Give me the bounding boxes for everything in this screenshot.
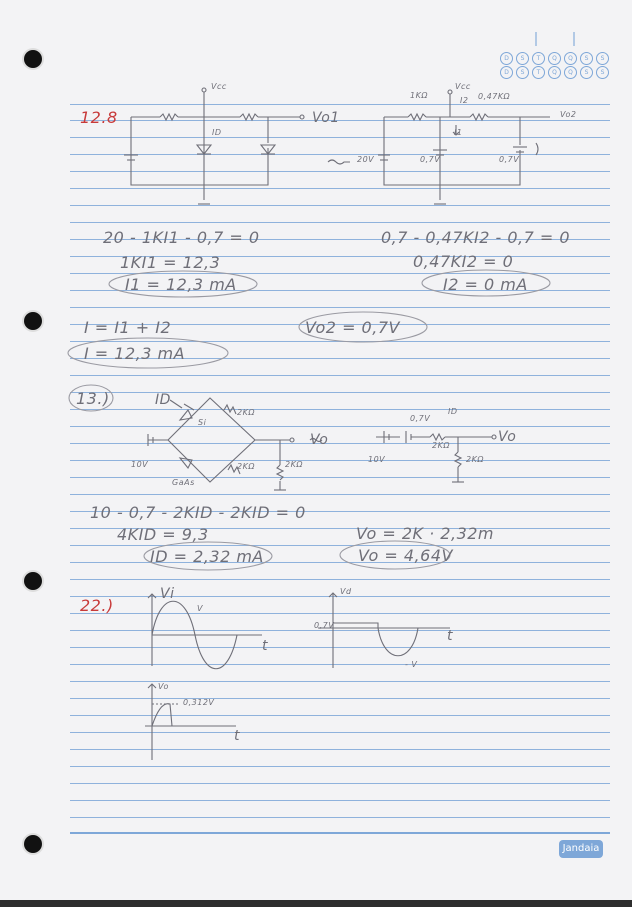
circuit-label: GaAs (172, 478, 195, 487)
circuit-label: 0,7V (420, 155, 441, 164)
circuit-label: 2KΩ (432, 441, 450, 450)
equation-answer: I1 = 12,3 mA (125, 275, 237, 294)
equation-answer: ID = 2,32 mA (150, 547, 264, 566)
circuit-label: 20V (357, 155, 375, 164)
circuit-label: Vo (310, 432, 329, 448)
weekday-dot: T (532, 66, 545, 79)
circuit-label: 1KΩ (410, 91, 428, 100)
graph-label: - V (405, 660, 418, 669)
graph-axis-label: Vi (160, 586, 175, 602)
circuit-label: Vcc (211, 82, 227, 91)
weekday-dot: T (532, 52, 545, 65)
circuit-label: 0,47KΩ (478, 92, 511, 101)
circuit-label: 2KΩ (237, 408, 255, 417)
circuit-12-8-left (124, 88, 304, 204)
weekday-dot: D (500, 52, 513, 65)
graph-vi (148, 594, 262, 669)
graph-axis-label: Vo (158, 682, 169, 691)
circuit-label: 2KΩ (466, 455, 484, 464)
circuit-12-8-right (378, 90, 550, 204)
weekday-dot: D (500, 66, 513, 79)
equation-answer: I2 = 0 mA (443, 275, 528, 294)
graph-axis-label: Vd (340, 587, 352, 596)
graph-axis-label: t (262, 638, 268, 654)
equation: 4KID = 9,3 (117, 525, 209, 544)
scanner-edge (0, 900, 632, 907)
circuit-label: 10V (368, 455, 386, 464)
circuit-label: Vo2 (560, 110, 577, 119)
weekday-dot: S (516, 52, 529, 65)
equation: 20 - 1KI1 - 0,7 = 0 (103, 228, 260, 247)
graph-vd (318, 593, 450, 668)
circuit-label: ID (212, 128, 222, 137)
equation-answer: Vo2 = 0,7V (305, 318, 400, 337)
equation: 0,47KI2 = 0 (413, 252, 514, 271)
equation: 10 - 0,7 - 2KID - 2KID = 0 (90, 503, 306, 522)
weekday-dot: S (596, 52, 609, 65)
equation: 1KI1 = 12,3 (120, 253, 221, 272)
weekday-dot: S (580, 66, 593, 79)
graph-axis-label: t (234, 728, 240, 744)
circuit-label: 0,7V (410, 414, 431, 423)
circuit-label: Si (198, 418, 207, 427)
circuit-label: ID (448, 407, 458, 416)
circuit-label: 2KΩ (237, 462, 255, 471)
circuit-13-bridge (148, 398, 294, 490)
weekday-dot: Q (564, 52, 577, 65)
circuit-label: ID (155, 392, 171, 408)
problem-label: 12.8 (80, 108, 118, 127)
weekday-dot: Q (564, 66, 577, 79)
equivalence-arrow (328, 160, 350, 164)
problem-label: 13.) (76, 389, 110, 408)
weekday-dot: Q (548, 52, 561, 65)
equation-answer: Vo = 4,64V (358, 546, 453, 565)
equation: 0,7 - 0,47KI2 - 0,7 = 0 (381, 228, 571, 247)
circuit-label: I2 (460, 96, 469, 105)
graph-axis-label: t (447, 628, 453, 644)
weekday-dot: S (516, 66, 529, 79)
graph-label: V (197, 604, 203, 613)
brand-logo: Jandaia (559, 840, 603, 858)
problem-label: 22.) (80, 596, 114, 615)
weekday-dot: S (580, 52, 593, 65)
circuit-label: Vcc (455, 82, 471, 91)
weekday-dot: Q (548, 66, 561, 79)
circuit-label: 10V (131, 460, 149, 469)
equation: I = I1 + I2 (84, 318, 172, 337)
weekday-dot: S (596, 66, 609, 79)
graph-vo (145, 684, 236, 760)
circuit-label: 0,7V (499, 155, 520, 164)
graph-label: 0,7V (314, 621, 335, 630)
circuit-label: I1 (454, 128, 463, 137)
equation-answer: I = 12,3 mA (84, 344, 186, 363)
equation: Vo = 2K · 2,32m (356, 524, 495, 543)
graph-label: 0,312V (183, 698, 215, 707)
circuit-label: Vo (498, 429, 517, 445)
circuit-label: Vo1 (312, 110, 340, 126)
circuit-label: 2KΩ (285, 460, 303, 469)
